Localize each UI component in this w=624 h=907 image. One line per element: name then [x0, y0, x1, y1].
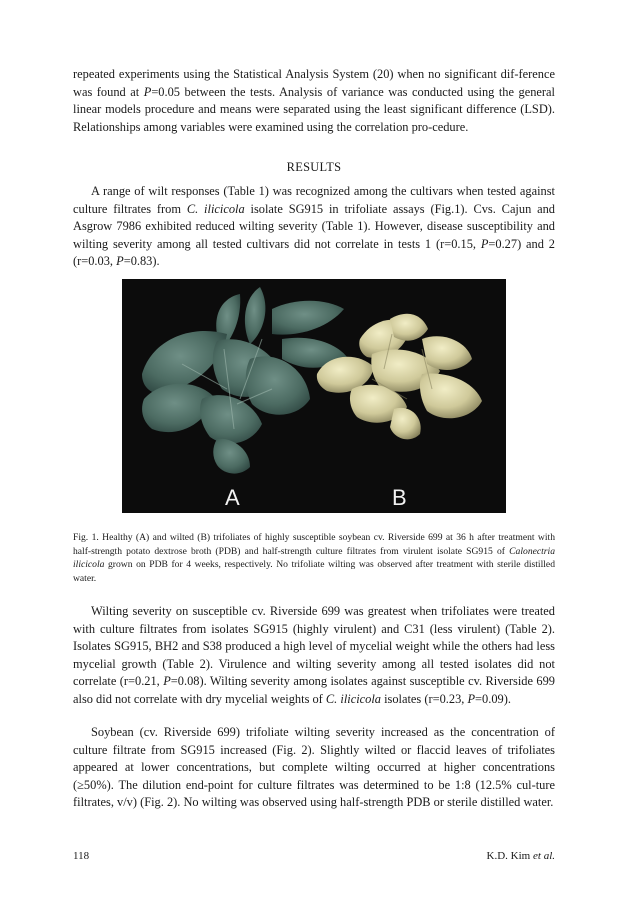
italic-run: P [480, 236, 489, 251]
text-run: =0.09). [475, 691, 511, 706]
running-footer-author [487, 850, 555, 862]
italic-run: P [116, 254, 124, 269]
text-run: =0.27) and 2 (r=0.03, [73, 236, 555, 269]
author-name: K.D. Kim [486, 850, 533, 862]
text-run: =0.83). [123, 254, 160, 269]
italic-run: P [163, 674, 171, 689]
text-run: Fig. 1. Healthy (A) and wilted (B) trifoliates of highly susceptible soybean cv. Riverside 699 at 36 h after treatment with half-strength potato dextrose broth (PDB) and half-strength culture filtrates from virulent isolate SG915 of [73, 532, 555, 557]
results-paragraph-2 [73, 603, 555, 709]
italic-run: P [467, 691, 476, 706]
italic-run: C. ilicicola [325, 691, 381, 706]
panel-label-b: B [392, 485, 407, 510]
text-run: grown on PDB for 4 weeks, respectively. No trifoliate wilting was observed after treatment with sterile distilled water. [73, 559, 555, 584]
page-number: 118 [73, 850, 90, 862]
text-run: =0.05 between the tests. Analysis of variance was conducted using the general linear models procedure and means were separated using the least significant difference (LSD). Relationships among variables were examined using the correlation pro-cedure. [73, 84, 555, 134]
italic-run: C. ilicicola [186, 201, 245, 216]
results-paragraph-3 [73, 724, 555, 812]
text-run: Soybean (cv. Riverside 699) trifoliate wilting severity increased as the concentration of culture filtrate from SG915 increased (Fig. 2). Slightly wilted or flaccid leaves of trifoliates appeared at lower concentrations, but complete wilting occurred at higher concentrations (≥50%). The dilution end-point for culture filtrates was determined to be 1:8 (12.5% cul-ture filtrates, v/v) (Fig. 2). No wilting was observed using half-strength PDB or sterile distilled water. [73, 725, 555, 810]
trifoliate-photo-illustration [122, 279, 506, 513]
text-run: A range of wilt responses (Table 1) was recognized among the cultivars when tested against culture filtrates from [73, 184, 555, 216]
results-heading: RESULTS [286, 160, 342, 174]
figure-1-photo [122, 279, 506, 513]
panel-label-a: A [225, 485, 240, 510]
results-paragraph-1 [73, 183, 555, 271]
text-run: repeated experiments using the Statistical Analysis System (20) when no significant dif-ference was found at [73, 67, 555, 99]
text-run: Wilting severity on susceptible cv. Riverside 699 was greatest when trifoliates were treated with culture filtrates from isolates SG915 (highly virulent) and C31 (less virulent) (Table 2). Isolates SG915, BH2 and S38 produced a high level of mycelial weight while the others had less mycelial growth (Table 2). Virulence and wilting severity among all tested isolates did not correlate (r=0.21, [73, 604, 555, 689]
text-run: =0.08). Wilting severity among isolates against susceptible cv. Riverside 699 also did not correlate with dry mycelial weights of [73, 674, 555, 706]
author-etal: et al. [533, 850, 555, 862]
wilted-trifoliate [317, 314, 482, 440]
text-run: isolates (r=0.23, [380, 691, 468, 706]
healthy-trifoliate [142, 287, 347, 474]
figure-caption [73, 531, 555, 585]
italic-run: P [143, 84, 152, 99]
text-run: isolate SG915 in trifoliate assays (Fig.1). Cvs. Cajun and Asgrow 7986 exhibited reduced wilting severity (Table 1). However, disease susceptibility and wilting severity among all tested cultivars did not correlate in tests 1 (r=0.15, [73, 201, 556, 251]
italic-run: Calonectria ilicicola [73, 545, 555, 571]
methods-paragraph [73, 66, 555, 136]
